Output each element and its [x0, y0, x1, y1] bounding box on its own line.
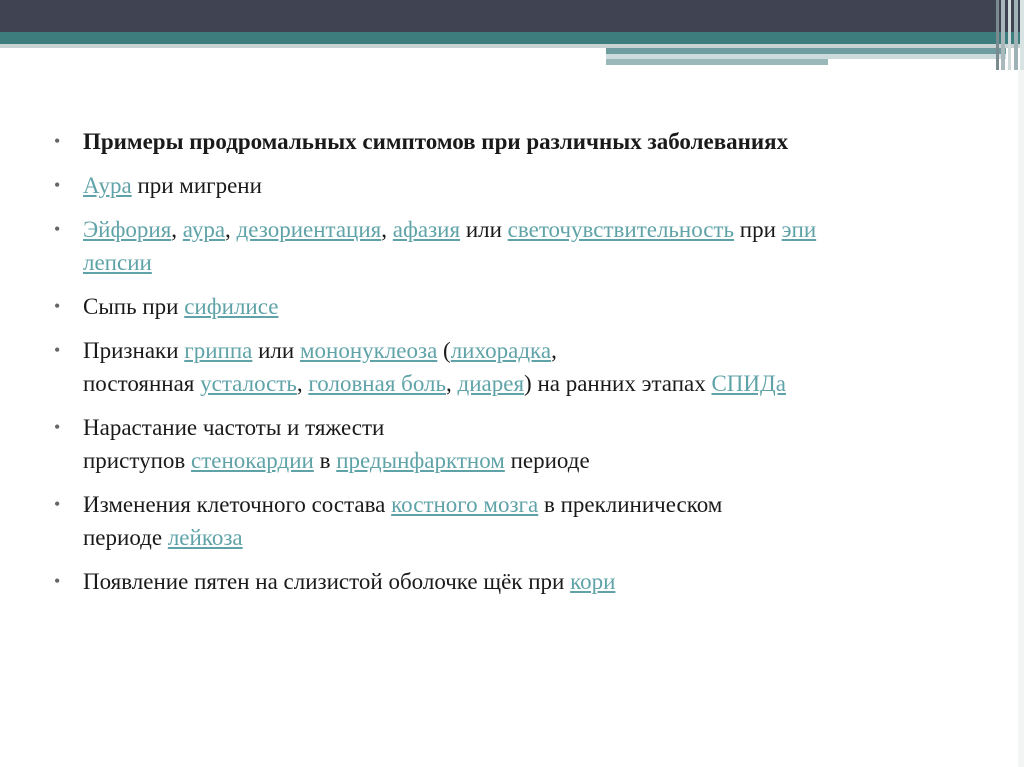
item-text: Нарастание частоты и тяжести	[83, 415, 385, 440]
header-accent-line	[606, 59, 828, 65]
list-item	[52, 169, 1002, 202]
link-headache[interactable]: головная боль	[308, 371, 447, 396]
bullet-icon: •	[54, 175, 61, 195]
link-syphilis[interactable]: сифилисе	[184, 294, 279, 319]
item-text: Признаки	[83, 338, 185, 363]
link-photosensitivity[interactable]: светочувствительность	[507, 217, 735, 242]
link-measles[interactable]: кори	[570, 569, 616, 594]
link-fatigue[interactable]: усталость	[200, 371, 297, 396]
link-angina[interactable]: стенокардии	[191, 448, 314, 473]
link-disorientation[interactable]: дезориентация	[236, 217, 382, 242]
list-item	[52, 334, 1002, 400]
link-bone-marrow[interactable]: костного мозга	[391, 492, 539, 517]
item-text: ,	[551, 338, 557, 363]
header-band-teal	[0, 32, 1024, 44]
header-band-dark	[0, 0, 1024, 32]
slide-title: Примеры продромальных симптомов при различных заболеваниях	[83, 129, 789, 154]
link-mononucleosis[interactable]: мононуклеоза	[299, 338, 438, 363]
link-leukemia[interactable]: лейкоза	[167, 525, 243, 550]
link-aura[interactable]: Аура	[83, 173, 132, 198]
item-text: ,	[171, 217, 183, 242]
item-text: периоде	[504, 448, 590, 473]
bullet-icon: •	[54, 494, 61, 514]
link-aids[interactable]: СПИДа	[711, 371, 786, 396]
decor-stripe	[1014, 0, 1018, 70]
bullet-icon: •	[54, 571, 61, 591]
decor-stripe	[1020, 0, 1024, 70]
link-euphoria[interactable]: Эйфория	[83, 217, 172, 242]
list-item	[52, 411, 1002, 477]
bullet-icon: •	[54, 340, 61, 360]
decor-stripe	[996, 0, 999, 70]
item-text: ,	[381, 217, 393, 242]
item-text: при	[734, 217, 782, 242]
link-epilepsy[interactable]: эпи	[781, 217, 817, 242]
bullet-icon: •	[54, 131, 61, 151]
item-text: или	[252, 338, 300, 363]
item-text: Появление пятен на слизистой оболочке щёк при	[83, 569, 571, 594]
link-preinfarction[interactable]: предынфарктном	[336, 448, 505, 473]
list-item	[52, 488, 1002, 554]
decor-stripe	[1008, 0, 1011, 70]
item-text: Изменения клеточного состава	[83, 492, 392, 517]
link-aura-2[interactable]: аура	[182, 217, 226, 242]
item-text: ,	[225, 217, 237, 242]
bullet-list	[52, 125, 1002, 598]
item-text: (	[437, 338, 451, 363]
item-text: Сыпь при	[83, 294, 185, 319]
bullet-icon: •	[54, 296, 61, 316]
bullet-icon: •	[54, 219, 61, 239]
item-text: при мигрени	[131, 173, 262, 198]
item-text: в преклиническом	[538, 492, 723, 517]
item-text: постоянная	[83, 371, 201, 396]
list-item-title	[52, 125, 1002, 158]
link-aphasia[interactable]: афазия	[392, 217, 461, 242]
item-text: ) на ранних этапах	[524, 371, 712, 396]
item-text: ,	[296, 371, 309, 396]
list-item	[52, 213, 1002, 279]
slide-right-edge	[1018, 70, 1024, 767]
item-text: или	[460, 217, 508, 242]
item-text: периоде	[83, 525, 168, 550]
item-text: ,	[446, 371, 458, 396]
list-item	[52, 290, 1002, 323]
decor-stripe	[1001, 0, 1005, 70]
link-flu[interactable]: гриппа	[184, 338, 253, 363]
link-epilepsy-cont[interactable]: лепсии	[83, 250, 152, 275]
list-item	[52, 565, 1002, 598]
slide-content	[52, 125, 1002, 609]
item-text: приступов	[83, 448, 191, 473]
bullet-icon: •	[54, 417, 61, 437]
item-text: в	[313, 448, 337, 473]
link-diarrhea[interactable]: диарея	[457, 371, 525, 396]
link-fever[interactable]: лихорадка	[450, 338, 552, 363]
